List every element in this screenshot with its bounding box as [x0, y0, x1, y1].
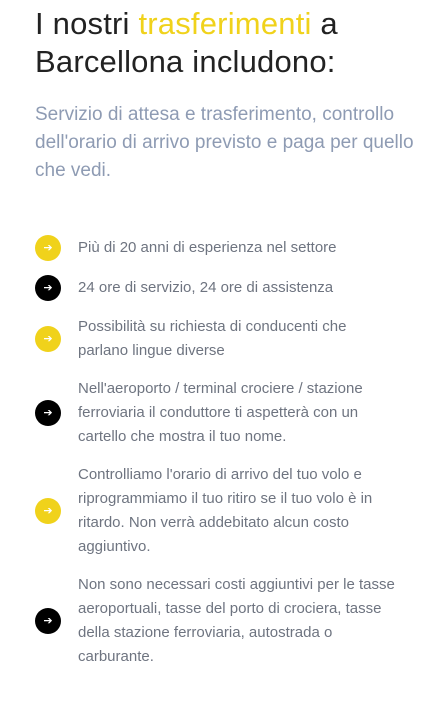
- heading-part2: a Barcellona includono:: [35, 6, 338, 79]
- feature-text: Più di 20 anni di esperienza nel settore: [78, 239, 337, 256]
- feature-text: Non sono necessari costi aggiuntivi per le tasse aeroportuali, tasse del porto di crociera, tasse della stazione ferroviaria, autostrada o carburante.: [78, 576, 395, 665]
- arrow-right-icon: ➔: [35, 400, 61, 426]
- feature-text: 24 ore di servizio, 24 ore di assistenza: [78, 279, 334, 296]
- feature-item: [35, 235, 435, 261]
- arrow-right-icon: ➔: [35, 275, 61, 301]
- feature-item: [35, 315, 435, 363]
- arrow-right-icon: ➔: [35, 608, 61, 634]
- feature-text: Controlliamo l'orario di arrivo del tuo volo e riprogrammiamo il tuo ritiro se il tuo volo è in ritardo. Non verrà addebitato alcun costo aggiuntivo.: [78, 466, 373, 555]
- arrow-right-icon: ➔: [35, 235, 61, 261]
- arrow-right-icon: ➔: [35, 498, 61, 524]
- feature-item: [35, 463, 435, 559]
- arrow-right-icon: ➔: [35, 326, 61, 352]
- feature-item: [35, 377, 435, 449]
- transfer-features-section: [35, 0, 435, 683]
- feature-item: [35, 573, 435, 669]
- feature-text: Possibilità su richiesta di conducenti che parlano lingue diverse: [78, 318, 347, 359]
- feature-text: Nell'aeroporto / terminal crociere / stazione ferroviaria il conduttore ti aspetterà con un cartello che mostra il tuo nome.: [78, 380, 363, 445]
- feature-list: [35, 235, 435, 669]
- heading-part1: I nostri: [35, 6, 139, 41]
- feature-item: [35, 275, 435, 301]
- section-heading: [35, 0, 435, 81]
- section-lead: Servizio di attesa e trasferimento, controllo dell'orario di arrivo previsto e paga per quello che vedi.: [35, 104, 414, 181]
- heading-highlight: trasferimenti: [138, 6, 312, 41]
